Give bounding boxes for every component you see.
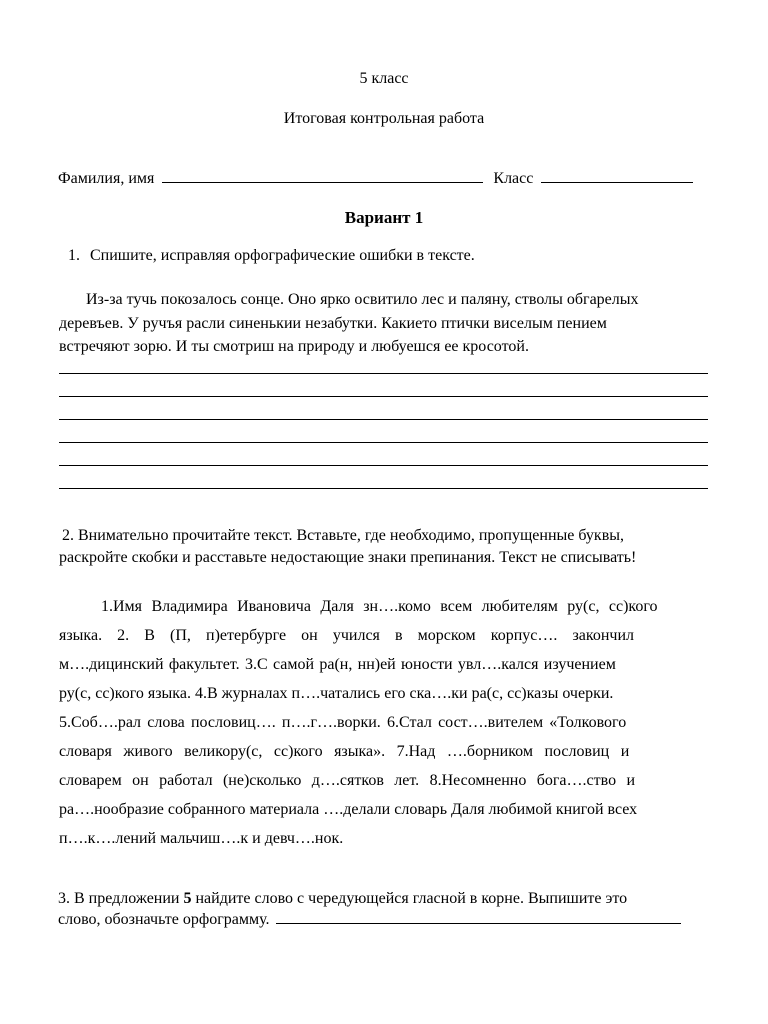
task2-text-line: словарем он работал (не)сколько д….сятков лет. 8.Несомненно бога….ство и [59,772,636,789]
answer-line[interactable] [59,442,708,443]
answer-line[interactable] [59,465,708,466]
answer-line[interactable] [59,419,708,420]
task3-bold-number: 5 [183,890,192,907]
task3-line2-text: слово, обозначьте орфограмму. [58,911,270,928]
task1-number: 1. [68,247,80,264]
answer-line[interactable] [59,488,708,489]
class-blank[interactable] [541,170,693,183]
task2-text-line: ру(с, сс)кого языка. 4.В журналах п….чатались его ска….ки ра(с, сс)казы очерки. [59,685,614,702]
task3-answer-blank[interactable] [276,911,681,924]
student-info-row [58,170,693,188]
page-title: Итоговая контрольная работа [283,110,485,127]
task1-text-line: встречяют зорю. И ты смотриш на природу и любуешся ее кросотой. [59,338,529,355]
task2-text-line: ра….нообразие собранного материала ….делали словарь Даля любимой книгой всех [59,801,638,818]
task2-text-line: м….дицинский факультет. 3.С самой ра(н, нн)ей юности увл….кался изучением [59,656,616,673]
task2-instruction-line: раскройте скобки и расставьте недостающие знаки препинания. Текст не списывать! [59,549,637,566]
task1-text-line: деревъев. У ручъя расли синенькии незабутки. Какието птички виселым пением [59,315,607,332]
task2-text-line: п….к….лений мальчиш….к и девч….нок. [59,830,344,847]
task2-instruction-line: 2. Внимательно прочитайте текст. Вставьте, где необходимо, пропущенные буквы, [62,527,624,544]
variant-title: Вариант 1 [344,208,424,227]
grade-label: 5 класс [359,70,409,87]
name-blank[interactable] [162,170,483,183]
task2-text-line: языка. 2. В (П, п)етербурге он учился в морском корпус…. закончил [59,627,635,644]
answer-line[interactable] [59,373,708,374]
name-label: Фамилия, имя [58,170,155,187]
task3-prefix: 3. В предложении [58,890,184,907]
task3-rest: найдите слово с чередующейся гласной в корне. Выпишите это [191,890,628,907]
class-label: Класс [493,170,534,187]
task1-instruction [68,247,475,265]
task2-text-line: словаря живого великору(с, сс)кого языка». 7.Над ….борником пословиц и [59,743,630,760]
task2-text-line: 5.Соб….рал слова пословиц…. п….г….ворки. 6.Стал сост….вителем «Толкового [59,714,627,731]
answer-line[interactable] [59,396,708,397]
task1-text-line: Из-за тучь покозалось сонце. Оно ярко освитило лес и паляну, стволы обгарелых [86,291,639,308]
task2-text-line: 1.Имя Владимира Ивановича Даля зн….комо всем любителям ру(с, сс)кого [101,598,658,615]
task3-line-1 [58,890,627,908]
task3-line-2 [58,911,681,929]
task1-instruction-text: Спишите, исправляя орфографические ошибки в тексте. [90,247,475,264]
